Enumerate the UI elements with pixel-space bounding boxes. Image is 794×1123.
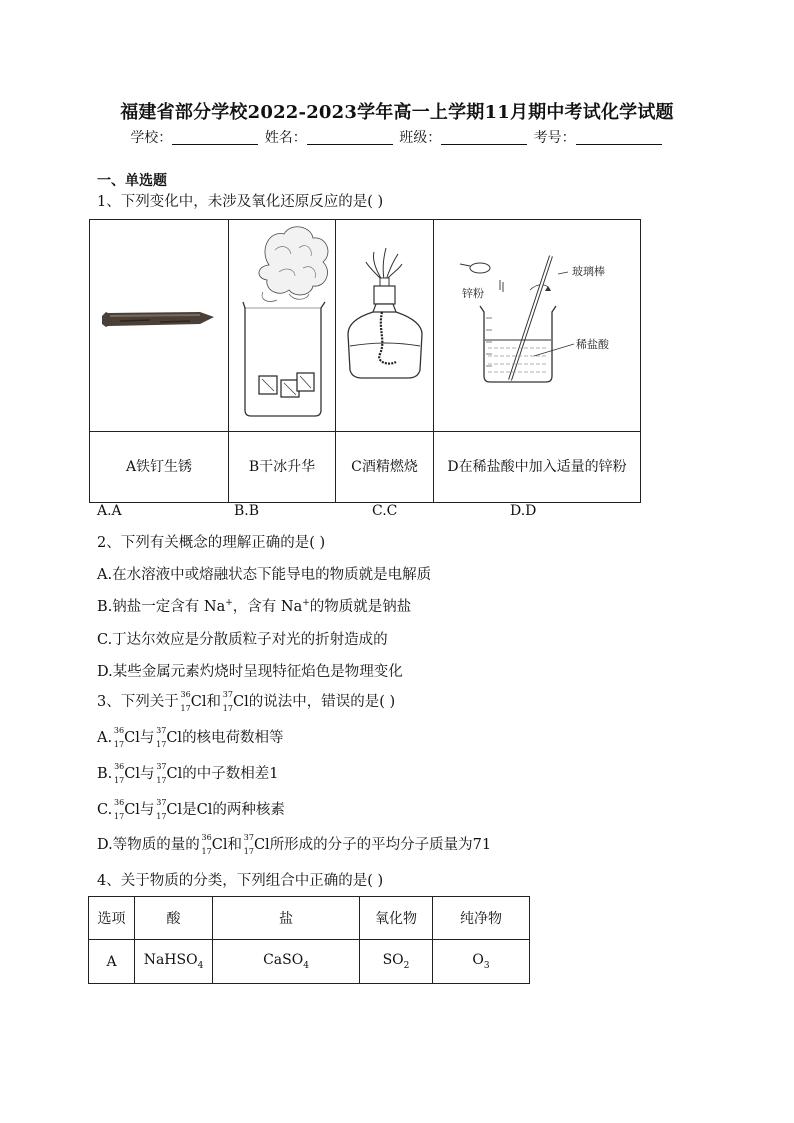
q3-option-a[interactable] bbox=[97, 726, 284, 747]
page-title: 福建省部分学校2022-2023学年高一上学期11月期中考试化学试题 bbox=[120, 102, 674, 123]
q1-option-a[interactable]: A.A bbox=[97, 503, 122, 519]
element-symbol: Cl bbox=[166, 802, 183, 818]
atomic-number: 17 bbox=[243, 847, 254, 856]
nuclide-cl-37 bbox=[155, 762, 167, 785]
zinc-acid-beaker-illustration bbox=[434, 220, 640, 427]
q1-option-b[interactable]: B.B bbox=[234, 503, 260, 519]
classification-table bbox=[88, 896, 530, 984]
header-salt: 盐 bbox=[213, 897, 360, 940]
header-option: 选项 bbox=[89, 897, 135, 940]
nuclide-cl-36 bbox=[112, 726, 125, 749]
row-salt bbox=[213, 940, 360, 984]
mass-number: 37 bbox=[156, 726, 167, 735]
mass-number: 37 bbox=[156, 798, 167, 807]
nuclide-cl-36 bbox=[179, 690, 191, 713]
q3-option-d[interactable] bbox=[97, 833, 491, 854]
figure-cell-alcohol-lamp bbox=[336, 220, 434, 432]
q2-b-text-2: ，含有 bbox=[232, 599, 277, 615]
subscript: 3 bbox=[483, 960, 490, 971]
q3-a-text-1: 与 bbox=[139, 730, 155, 746]
nuclide-cl-36 bbox=[112, 798, 125, 821]
zinc-powder-label: 锌粉 bbox=[462, 287, 484, 300]
q1-option-d[interactable]: D.D bbox=[510, 503, 537, 519]
caption-c: C酒精燃烧 bbox=[336, 432, 434, 503]
element-symbol: Cl bbox=[190, 694, 207, 710]
question-1-figure-table bbox=[89, 219, 641, 503]
element-symbol: Cl bbox=[124, 802, 140, 818]
table-row[interactable] bbox=[89, 940, 530, 984]
element-symbol: Cl bbox=[124, 766, 140, 782]
class-blank[interactable] bbox=[441, 130, 527, 145]
mass-number: 36 bbox=[114, 762, 125, 771]
q3-b-text-1: 与 bbox=[140, 766, 155, 782]
mass-number: 37 bbox=[222, 690, 233, 699]
mass-number: 37 bbox=[156, 762, 167, 771]
caption-d: D在稀盐酸中加入适量的锌粉 bbox=[434, 432, 641, 503]
mass-number: 36 bbox=[113, 726, 125, 735]
figure-cell-dry-ice bbox=[229, 220, 336, 432]
caption-b: B干冰升华 bbox=[229, 432, 336, 503]
q2-option-d[interactable]: D.某些金属元素灼烧时呈现特征焰色是物理变化 bbox=[97, 664, 403, 680]
class-label: 班级： bbox=[399, 130, 442, 146]
q3-option-c[interactable] bbox=[97, 798, 285, 819]
row-oxide bbox=[360, 940, 433, 984]
q3-a-text-2: 的核电荷数相等 bbox=[182, 730, 284, 746]
sodium-ion-2 bbox=[281, 599, 310, 615]
school-blank[interactable] bbox=[172, 130, 258, 145]
q3-d-text-3: 所形成的分子的平均分子质量为71 bbox=[269, 837, 492, 853]
q3-stem-text-2: 和 bbox=[206, 694, 221, 710]
school-label: 学校： bbox=[130, 130, 173, 146]
row-pure bbox=[433, 940, 530, 984]
subscript: 4 bbox=[303, 960, 309, 971]
ion-symbol: Na bbox=[280, 599, 303, 615]
question-4-stem: 4、关于物质的分类，下列组合中正确的是( ) bbox=[97, 873, 384, 889]
mass-number: 36 bbox=[180, 690, 191, 699]
alcohol-lamp-illustration bbox=[336, 220, 433, 427]
atomic-number: 17 bbox=[180, 704, 191, 713]
element-symbol: Cl bbox=[124, 730, 140, 746]
sodium-ion-1 bbox=[204, 599, 233, 615]
student-info-line bbox=[0, 127, 794, 147]
option-letter: A. bbox=[97, 730, 113, 746]
q3-b-text-2: 的中子数相差1 bbox=[182, 766, 279, 782]
question-3-stem bbox=[97, 690, 395, 711]
atomic-number: 17 bbox=[156, 812, 167, 821]
atomic-number: 17 bbox=[114, 812, 125, 821]
caption-a: A铁钉生锈 bbox=[90, 432, 229, 503]
option-letter: C. bbox=[97, 802, 113, 818]
atomic-number: 17 bbox=[222, 704, 233, 713]
element-symbol: Cl bbox=[232, 694, 249, 710]
atomic-number: 17 bbox=[201, 847, 212, 856]
row-acid bbox=[135, 940, 213, 984]
atomic-number: 17 bbox=[114, 776, 125, 785]
header-acid: 酸 bbox=[135, 897, 213, 940]
question-2-stem: 2、下列有关概念的理解正确的是( ) bbox=[97, 535, 326, 551]
dry-ice-beaker-illustration bbox=[229, 220, 335, 427]
ion-symbol: Na bbox=[203, 599, 226, 615]
mass-number: 36 bbox=[201, 833, 212, 842]
header-pure-substance: 纯净物 bbox=[433, 897, 530, 940]
element-symbol: Cl bbox=[166, 766, 183, 782]
q3-stem-text-1: 3、下列关于 bbox=[97, 694, 179, 710]
rusty-nail-illustration bbox=[90, 220, 228, 427]
dilute-hcl-label: 稀盐酸 bbox=[576, 338, 609, 351]
nuclide-cl-37 bbox=[221, 690, 233, 713]
nuclide-cl-37 bbox=[154, 726, 167, 749]
q1-option-c[interactable]: C.C bbox=[372, 503, 398, 519]
formula: NaHSO bbox=[143, 952, 198, 969]
exam-number-blank[interactable] bbox=[576, 130, 662, 145]
q3-c-text-1: 与 bbox=[139, 802, 155, 818]
atomic-number: 17 bbox=[113, 740, 125, 749]
exam-number-label: 考号： bbox=[533, 130, 576, 146]
element-symbol: Cl bbox=[211, 837, 228, 853]
glass-rod-label: 玻璃棒 bbox=[572, 265, 605, 278]
figure-cell-nail bbox=[90, 220, 229, 432]
name-blank[interactable] bbox=[307, 130, 393, 145]
formula: SO bbox=[382, 952, 404, 969]
element-symbol: Cl bbox=[253, 837, 270, 853]
q3-stem-text-3: 的说法中，错误的是( ) bbox=[248, 694, 396, 710]
q2-option-c[interactable]: C.丁达尔效应是分散质粒子对光的折射造成的 bbox=[97, 632, 388, 648]
nuclide-cl-36 bbox=[200, 833, 212, 856]
q2-b-text-3: 的物质就是钠盐 bbox=[309, 599, 412, 615]
q3-d-text-1: D.等物质的量的 bbox=[97, 837, 200, 853]
option-letter: B. bbox=[97, 766, 113, 782]
ion-charge: + bbox=[225, 598, 233, 609]
q3-c-text-2: 是Cl的两种核素 bbox=[182, 802, 285, 818]
subscript: 2 bbox=[403, 960, 410, 971]
row-option: A bbox=[89, 940, 135, 984]
q2-b-text-1: B.钠盐一定含有 bbox=[97, 599, 200, 615]
element-symbol: Cl bbox=[166, 730, 183, 746]
subscript: 4 bbox=[197, 960, 204, 971]
formula: CaSO bbox=[263, 952, 304, 969]
nuclide-cl-37 bbox=[242, 833, 254, 856]
q3-d-text-2: 和 bbox=[227, 837, 242, 853]
section-title: 一、单选题 bbox=[97, 173, 167, 189]
q2-option-b[interactable] bbox=[97, 595, 411, 616]
question-1-stem: 1、下列变化中，未涉及氧化还原反应的是( ) bbox=[97, 194, 384, 210]
mass-number: 36 bbox=[114, 798, 125, 807]
atomic-number: 17 bbox=[156, 740, 167, 749]
ion-charge: + bbox=[302, 598, 310, 609]
figure-cell-zinc-acid bbox=[434, 220, 641, 432]
name-label: 姓名： bbox=[264, 130, 307, 146]
q2-option-a[interactable]: A.在水溶液中或熔融状态下能导电的物质就是电解质 bbox=[97, 567, 432, 583]
q3-option-b[interactable] bbox=[97, 762, 278, 783]
nuclide-cl-36 bbox=[112, 762, 125, 785]
atomic-number: 17 bbox=[156, 776, 167, 785]
mass-number: 37 bbox=[243, 833, 254, 842]
nuclide-cl-37 bbox=[154, 798, 167, 821]
formula: O bbox=[472, 952, 484, 969]
header-oxide: 氧化物 bbox=[360, 897, 433, 940]
